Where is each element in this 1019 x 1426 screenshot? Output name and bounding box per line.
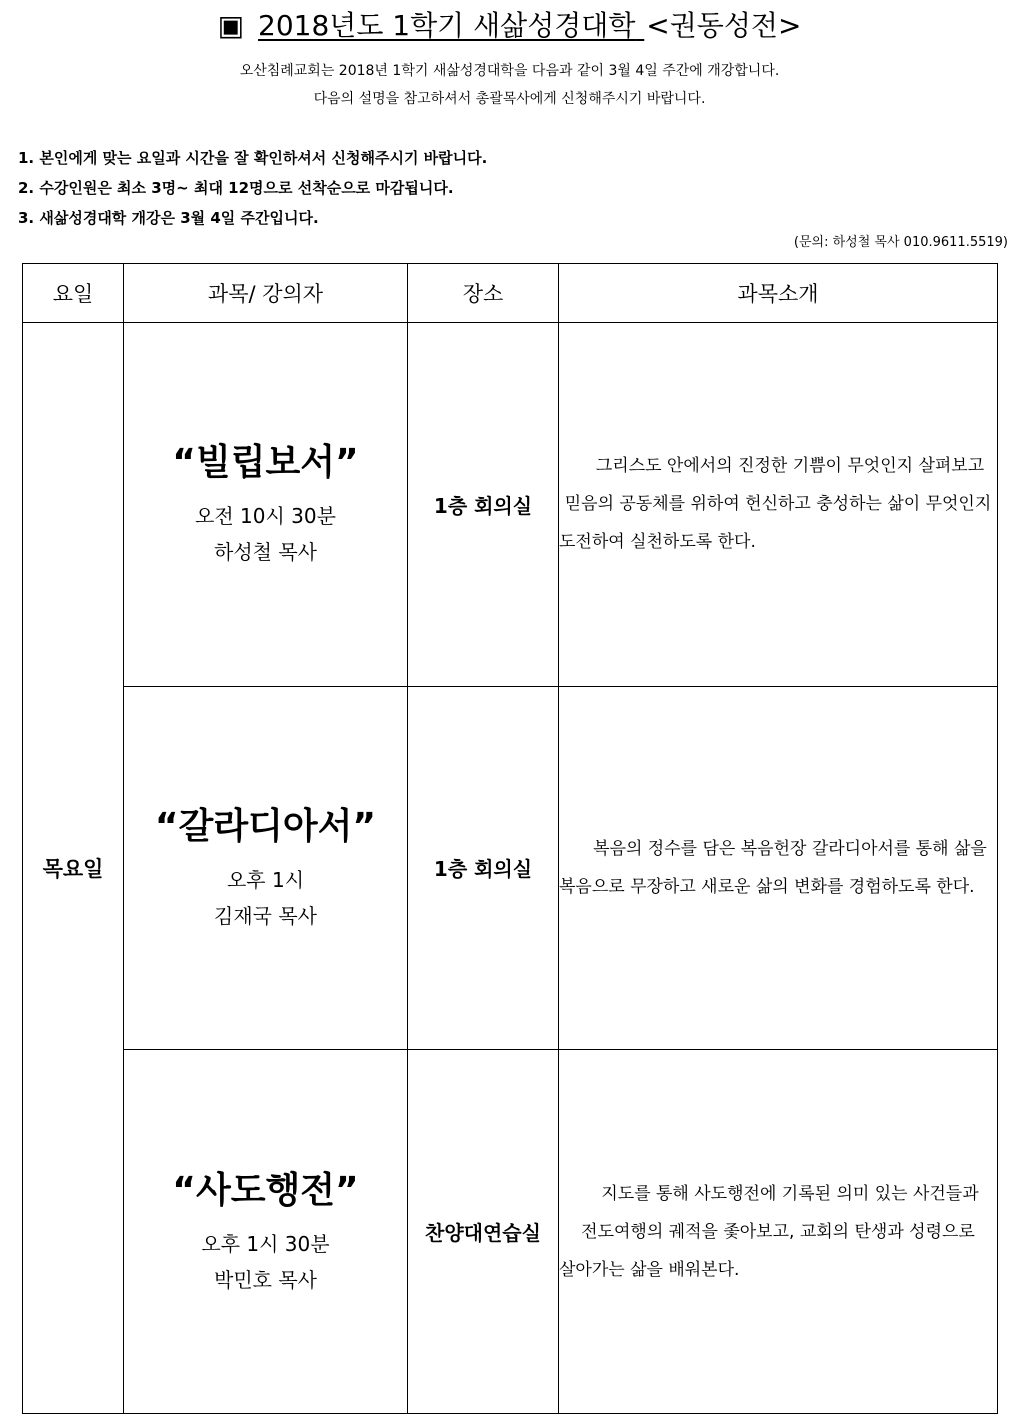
rule-item: 2. 수강인원은 최소 3명~ 최대 12명으로 선착순으로 마감됩니다. xyxy=(18,179,454,197)
header-place: 장소 xyxy=(408,264,559,323)
intro-line-2: 다음의 설명을 참고하셔서 총괄목사에게 신청해주시기 바랍니다. xyxy=(313,91,706,107)
description-cell xyxy=(559,1050,998,1414)
subject-time: 오전 10시 30분 xyxy=(195,504,336,529)
rules-list xyxy=(18,147,487,237)
subject-time: 오후 1시 xyxy=(226,867,305,892)
description-text: 복음의 정수를 담은 복음헌장 갈라디아서를 통해 삶을 복음으로 무장하고 새로운 삶의 변화를 경험하도록 한다. xyxy=(559,838,987,897)
schedule-table xyxy=(22,263,998,1414)
rule-item: 3. 새삶성경대학 개강은 3월 4일 주간입니다. xyxy=(18,209,319,227)
description-text: 그리스도 안에서의 진정한 기쁨이 무엇인지 살펴보고 믿음의 공동체를 위하여 헌신하고 충성하는 삶이 무엇인지 도전하여 실천하도록 한다. xyxy=(559,456,992,553)
rule-item: 1. 본인에게 맞는 요일과 시간을 잘 확인하셔서 신청해주시기 바랍니다. xyxy=(18,149,488,167)
title-subtitle: <권동성전> xyxy=(646,9,802,42)
header-description: 과목소개 xyxy=(559,264,998,323)
place-cell: 1층 회의실 xyxy=(408,686,559,1050)
header-day: 요일 xyxy=(23,264,124,323)
intro-line-1: 오산침례교회는 2018년 1학기 새삶성경대학을 다음과 같이 3월 4일 주간에 개강합니다. xyxy=(239,63,780,79)
day-cell: 목요일 xyxy=(23,323,124,1414)
subject-title: “빌립보서” xyxy=(172,442,359,484)
place-cell: 찬양대연습실 xyxy=(408,1050,559,1414)
description-cell xyxy=(559,686,998,1050)
subject-cell xyxy=(124,686,408,1050)
subject-lecturer: 박민호 목사 xyxy=(214,1267,317,1292)
subject-title: “사도행전” xyxy=(172,1169,359,1211)
page-title xyxy=(0,6,1019,46)
subject-lecturer: 김재국 목사 xyxy=(214,903,317,928)
subject-title: “갈라디아서” xyxy=(154,805,377,847)
header-subject: 과목/ 강의자 xyxy=(124,264,408,323)
title-main: 2018년도 1학기 새삶성경대학 xyxy=(258,9,636,42)
table-row xyxy=(23,323,998,687)
description-cell xyxy=(559,323,998,687)
subject-time: 오후 1시 30분 xyxy=(201,1231,330,1256)
table-header-row xyxy=(23,264,998,323)
contact-info: (문의: 하성철 목사 010.9611.5519) xyxy=(793,235,1008,250)
square-bullet-icon: ▣ xyxy=(217,9,245,42)
description-text: 지도를 통해 사도행전에 기록된 의미 있는 사건들과 전도여행의 궤적을 좇아보고, 교회의 탄생과 성령으로 살아가는 삶을 배워본다. xyxy=(559,1183,979,1280)
subject-cell xyxy=(124,1050,408,1414)
subject-lecturer: 하성철 목사 xyxy=(214,540,317,565)
table-row xyxy=(23,686,998,1050)
subject-cell xyxy=(124,323,408,687)
table-row xyxy=(23,1050,998,1414)
place-cell: 1층 회의실 xyxy=(408,323,559,687)
